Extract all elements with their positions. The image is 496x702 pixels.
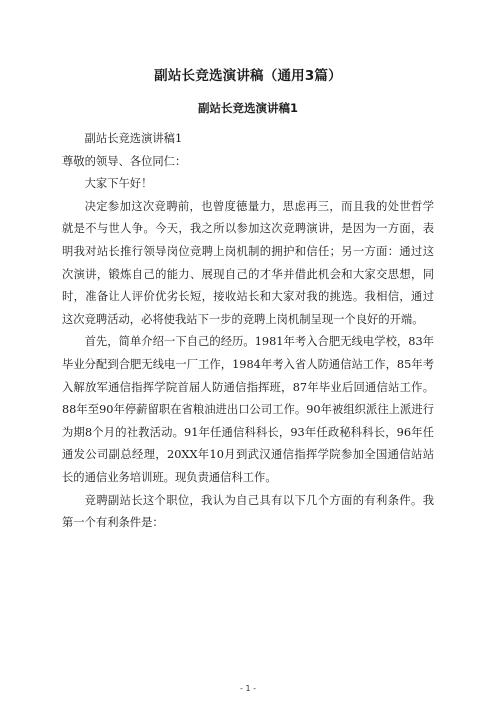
paragraph-greeting: 大家下午好！ (84, 177, 153, 191)
paragraph-experience: 首先，简单介绍一下自己的经历。1981年考入合肥无线电学校，83年毕业分配到合肥无线电一厂工作，1984年考入省人防通信站工作，85年考入解放军通信指挥学院首届人防通信指挥班，87年毕业后回通信站工作。88年至90年停薪留职在省粮油进出口公司工作。90年被组织派往上派进行为期8个月的社教活动。91年任通信科科长，93年任政秘科科长，96年任通发公司副总经理，20XX年10月到武汉通信指挥学院参加全国通信站站长的通信业务培训班。现负责通信科工作。 (62, 335, 434, 484)
paragraph-advantages: 竞聘副站长这个职位，我认为自己具有以下几个方面的有利条件。我第一个有利条件是： (62, 493, 434, 530)
document-title: 副站长竞选演讲稿（通用3篇） (154, 68, 342, 84)
paragraph-motivation: 决定参加这次竞聘前，也曾度德量力，思虑再三，而且我的处世哲学就是不与世人争。今天，我之所以参加这次竞聘演讲，是因为一方面，表明我对站长推行领导岗位竞聘上岗机制的拥护和信任；另一方面：通过这次演讲，锻炼自己的能力、展现自己的才华并借此机会和大家交思想，同时，准备让人评价优劣长短，接收站长和大家对我的挑选。我相信，通过这次竞聘活动，必将使我站下一步的竞聘上岗机制呈现一个良好的开端。 (62, 199, 434, 326)
paragraph-salutation: 尊敬的领导、各位同仁： (62, 154, 187, 168)
document-body (62, 128, 434, 535)
paragraph-heading: 副站长竞选演讲稿1 (84, 132, 183, 145)
page-number: - 1 - (240, 684, 256, 693)
section-title: 副站长竞选演讲稿1 (197, 101, 298, 115)
